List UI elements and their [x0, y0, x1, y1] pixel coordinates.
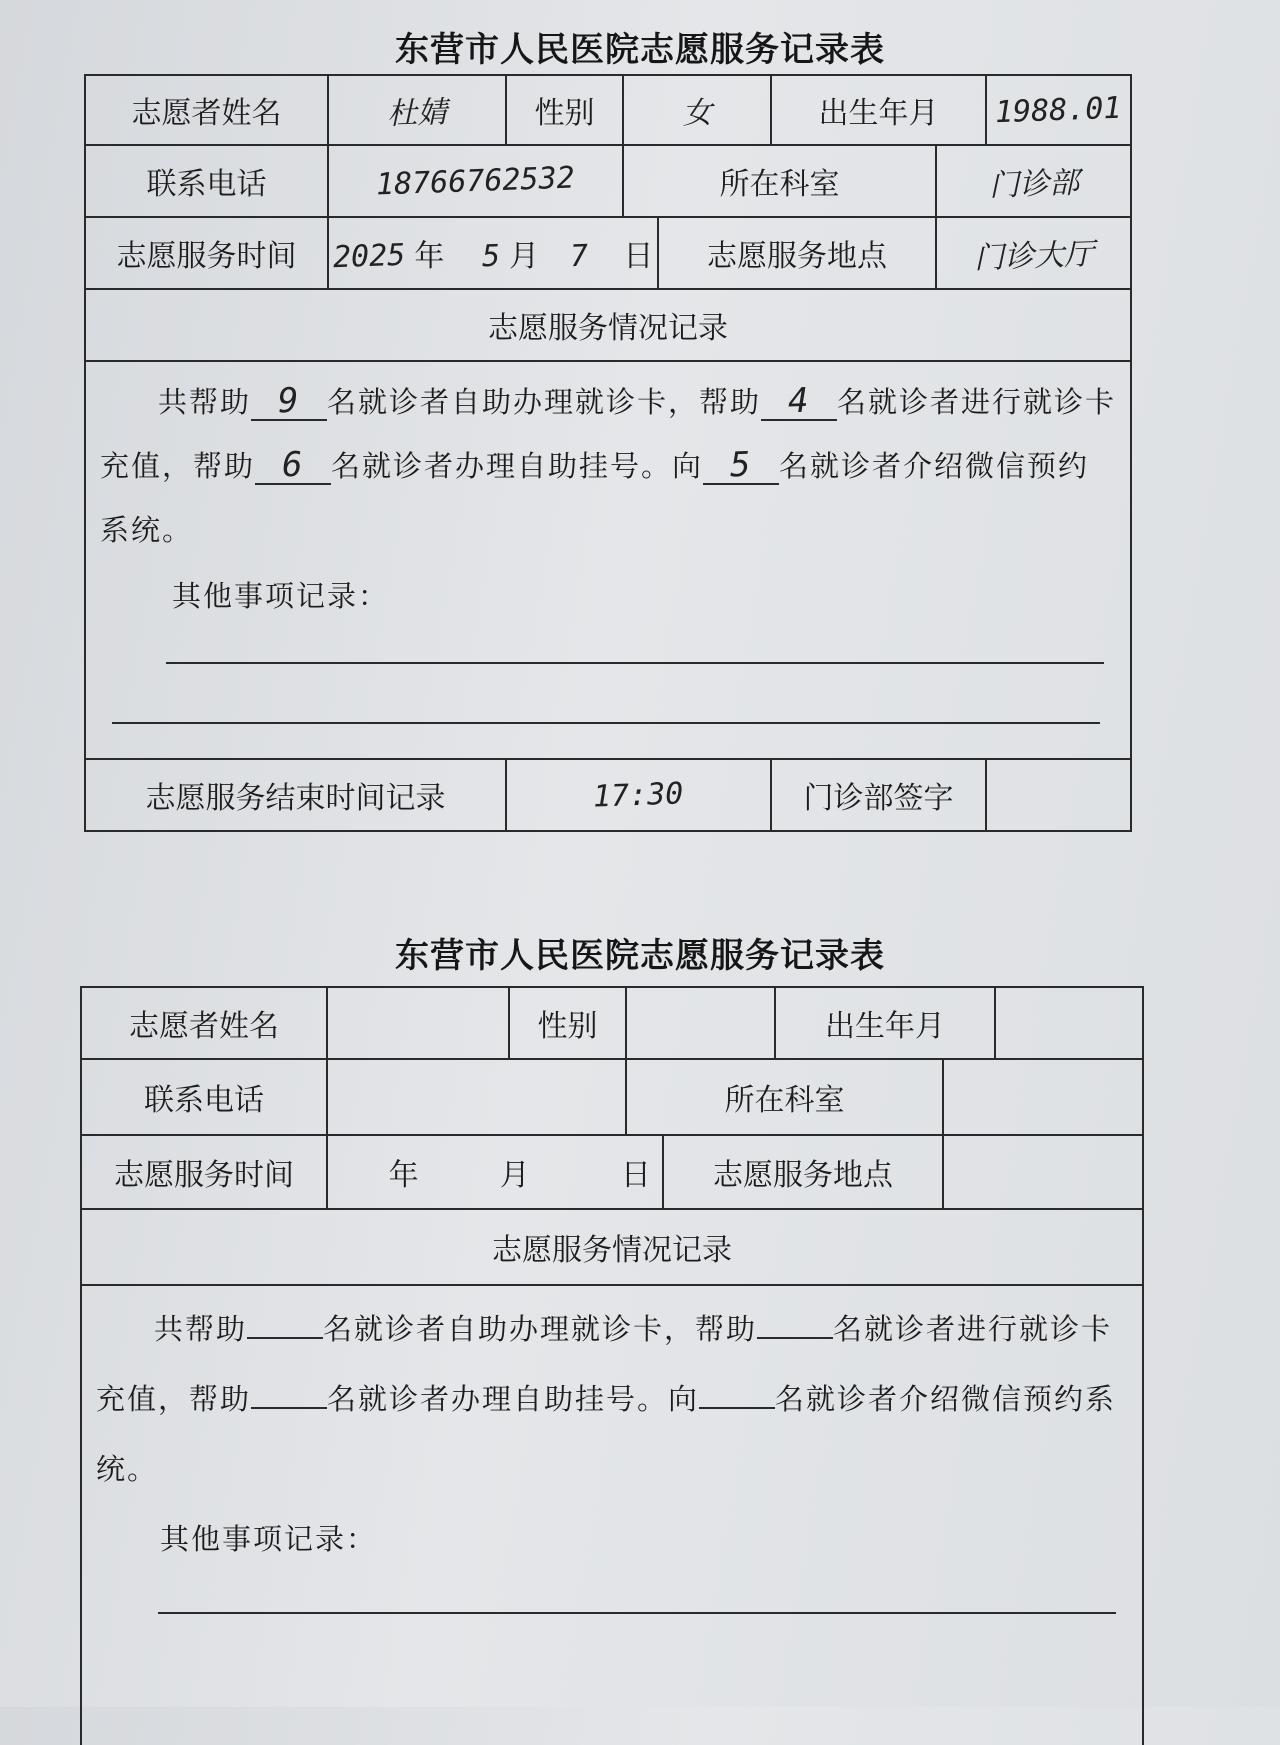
date-year-label-2: 年	[388, 1158, 419, 1193]
dept-label-2: 所在科室	[626, 1059, 943, 1135]
text-part-2: 名就诊者自助办理就诊卡，帮助	[327, 385, 762, 419]
date-field-2[interactable]	[327, 1135, 663, 1209]
blank-card[interactable]	[251, 380, 327, 422]
blank-wechat[interactable]	[703, 444, 779, 486]
count-register: 6	[281, 444, 305, 486]
text-part-1: 共帮助	[158, 385, 252, 419]
time-label: 志愿服务时间	[85, 217, 328, 289]
other-label: 其他事项记录：	[172, 579, 390, 613]
record-header: 志愿服务情况记录	[85, 289, 1131, 361]
text-part-4-2: 名就诊者办理自助挂号。向	[327, 1382, 700, 1416]
other-line-2[interactable]	[112, 722, 1100, 724]
phone-field-2[interactable]	[327, 1059, 626, 1135]
gender-value: 女	[681, 95, 713, 132]
date-day-label: 日	[623, 239, 654, 274]
place-label-2: 志愿服务地点	[663, 1135, 943, 1209]
text-part-3: 名就诊者进行就诊卡充值，帮助	[100, 385, 1117, 483]
blank-recharge-2[interactable]	[757, 1337, 833, 1339]
blank-wechat-2[interactable]	[699, 1407, 775, 1409]
end-time-label: 志愿服务结束时间记录	[85, 759, 506, 831]
name-label: 志愿者姓名	[85, 75, 328, 145]
birth-field-2[interactable]	[995, 987, 1143, 1059]
birth-label-2: 出生年月	[775, 987, 995, 1059]
text-part-5-2: 名就诊者介绍微信预约系统。	[96, 1382, 1117, 1486]
name-value: 杜婧	[386, 94, 448, 133]
record-body-2	[81, 1285, 1143, 1745]
phone-label: 联系电话	[85, 145, 328, 217]
count-card: 9	[277, 380, 301, 422]
text-part-3-2: 名就诊者进行就诊卡充值，帮助	[96, 1312, 1113, 1416]
count-wechat: 5	[729, 444, 753, 486]
gender-label: 性别	[506, 75, 623, 145]
blank-card-2[interactable]	[247, 1337, 323, 1339]
date-month-value: 5	[480, 238, 501, 275]
form-1-title: 东营市人民医院志愿服务记录表	[395, 30, 885, 70]
name-field[interactable]	[328, 75, 506, 145]
phone-label-2: 联系电话	[81, 1059, 327, 1135]
text-part-5: 名就诊者介绍微信预约系统。	[100, 449, 1090, 547]
gender-field[interactable]	[623, 75, 771, 145]
place-field-2[interactable]	[943, 1135, 1143, 1209]
dept-value: 门诊部	[988, 165, 1080, 204]
birth-label: 出生年月	[771, 75, 986, 145]
record-paragraph	[86, 362, 1130, 628]
sign-field[interactable]	[986, 759, 1131, 831]
text-part-1-2: 共帮助	[154, 1312, 248, 1346]
other-line-1-2[interactable]	[158, 1612, 1116, 1614]
form-2-title: 东营市人民医院志愿服务记录表	[395, 936, 885, 976]
place-value: 门诊大厅	[973, 236, 1095, 277]
end-time-field[interactable]	[506, 759, 771, 831]
phone-field[interactable]	[328, 145, 623, 217]
text-part-2-2: 名就诊者自助办理就诊卡，帮助	[323, 1312, 758, 1346]
dept-field-2[interactable]	[943, 1059, 1143, 1135]
birth-value: 1988.01	[994, 90, 1123, 130]
place-label: 志愿服务地点	[658, 217, 936, 289]
dept-label: 所在科室	[623, 145, 936, 217]
blank-recharge[interactable]	[761, 380, 837, 422]
birth-field[interactable]	[986, 75, 1131, 145]
gender-label-2: 性别	[509, 987, 626, 1059]
time-label-2: 志愿服务时间	[81, 1135, 327, 1209]
date-day-label-2: 日	[620, 1158, 651, 1193]
date-day-value: 7	[569, 238, 589, 275]
name-field-2[interactable]	[327, 987, 509, 1059]
other-line-1[interactable]	[166, 662, 1104, 664]
form-2-table	[80, 986, 1144, 1745]
place-field[interactable]	[936, 217, 1131, 289]
other-label-2: 其他事项记录：	[160, 1522, 378, 1556]
gender-field-2[interactable]	[626, 987, 775, 1059]
count-recharge: 4	[787, 380, 811, 422]
end-time-value: 17:30	[592, 775, 685, 815]
date-month-label: 月	[509, 239, 540, 274]
date-field[interactable]	[328, 217, 658, 289]
blank-register[interactable]	[255, 444, 331, 486]
dept-field[interactable]	[936, 145, 1131, 217]
text-part-4: 名就诊者办理自助挂号。向	[331, 449, 704, 483]
date-year-value: 2025	[332, 237, 406, 276]
date-month-label-2: 月	[499, 1158, 530, 1193]
record-paragraph-2	[82, 1286, 1142, 1574]
date-year-label: 年	[414, 239, 445, 274]
phone-value: 18766762532	[375, 160, 576, 202]
name-label-2: 志愿者姓名	[81, 987, 327, 1059]
record-header-2: 志愿服务情况记录	[81, 1209, 1143, 1285]
sign-label: 门诊部签字	[771, 759, 986, 831]
blank-register-2[interactable]	[251, 1407, 327, 1409]
form-1-table	[84, 74, 1132, 832]
record-body	[85, 361, 1131, 759]
